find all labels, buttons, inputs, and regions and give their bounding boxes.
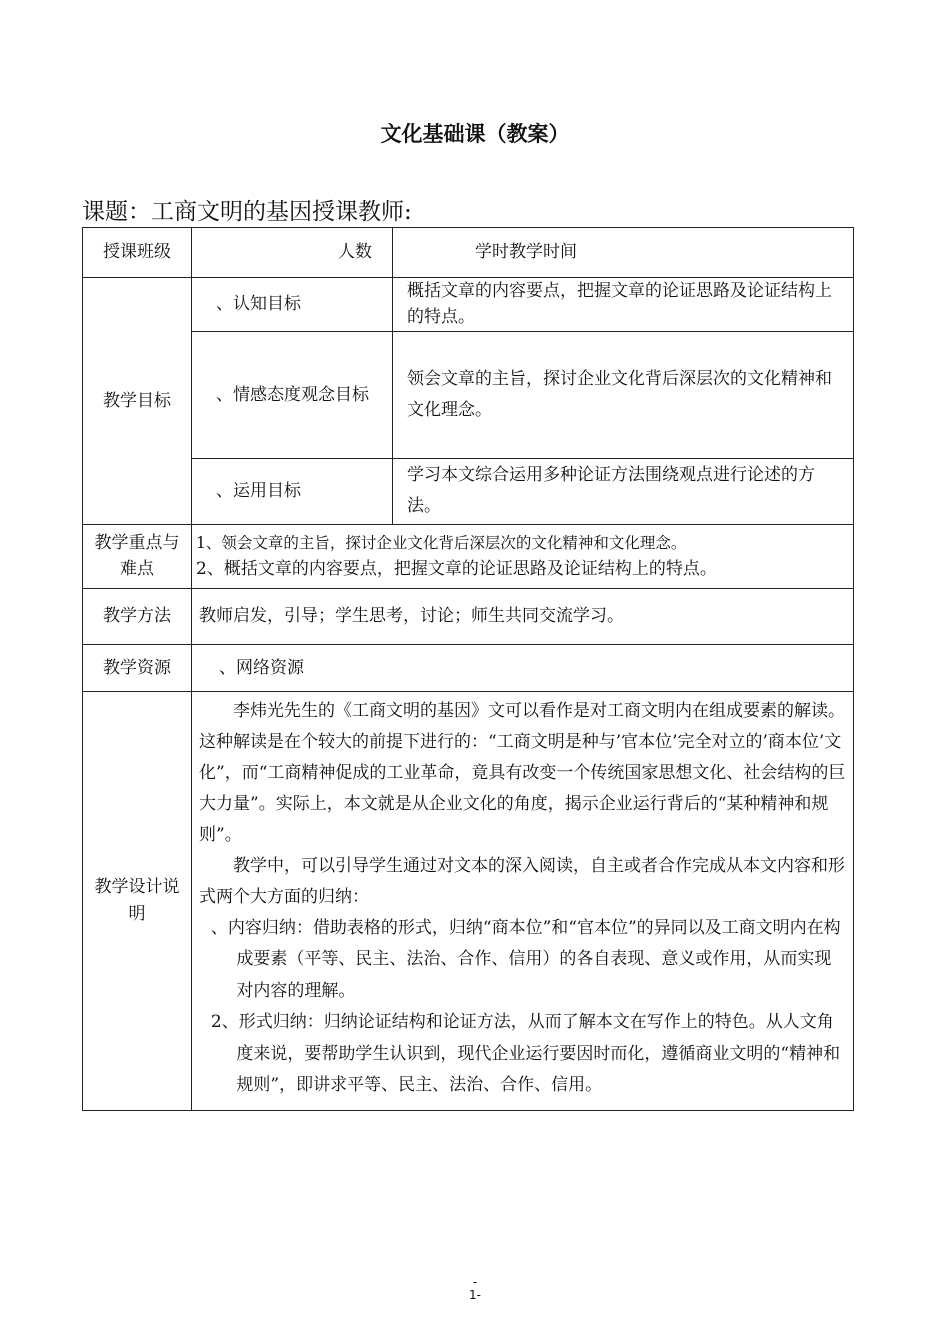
goals-label: 教学目标 xyxy=(83,278,192,525)
table-row-resources xyxy=(83,644,854,691)
key-points-label: 教学重点与难点 xyxy=(83,524,192,588)
design-item: 、内容归纳：借助表格的形式，归纳“商本位”和“官本位”的异同以及工商文明内在构成要素（平等、民主、法治、合作、信用）的各自表现、意义或作用，从而实现对内容的理解。 xyxy=(210,917,841,1001)
resources-label: 教学资源 xyxy=(83,644,192,691)
goal-content: 学习本文综合运用多种论证方法围绕观点进行论述的方法。 xyxy=(393,458,854,524)
resources-content: 、网络资源 xyxy=(192,644,854,691)
goal-content: 概括文章的内容要点，把握文章的论证思路及论证结构上的特点。 xyxy=(393,278,854,332)
table-row-design xyxy=(83,691,854,1110)
lesson-plan-table xyxy=(82,227,854,1111)
time-label: 学时教学时间 xyxy=(393,228,854,278)
design-item: 2、形式归纳：归纳论证结构和论证方法，从而了解本文在写作上的特色。从人文角度来说，要帮助学生认识到，现代企业运行要因时而化，遵循商业文明的“精神和规则”，即讲求平等、民主、法治、合作、信用。 xyxy=(210,1012,841,1096)
key-point-item: 1、领会文章的主旨，探讨企业文化背后深层次的文化精神和文化理念。 xyxy=(196,534,687,553)
page-dash: - xyxy=(472,1275,478,1289)
key-point-item: 2、概括文章的内容要点，把握文章的论证思路及论证结构上的特点。 xyxy=(196,559,717,580)
goal-content: 领会文章的主旨，探讨企业文化背后深层次的文化精神和文化理念。 xyxy=(393,331,854,458)
goal-name: 、运用目标 xyxy=(192,458,393,524)
table-row-goal xyxy=(83,278,854,332)
goal-name: 、认知目标 xyxy=(192,278,393,332)
subject-line: 课题：工商文明的基因授课教师: xyxy=(82,199,412,225)
table-row-goal xyxy=(83,331,854,458)
class-label: 授课班级 xyxy=(83,228,192,278)
page-label: 1- xyxy=(469,1288,481,1302)
design-label: 教学设计说明 xyxy=(83,691,192,1110)
design-paragraph: 教学中，可以引导学生通过对文本的深入阅读，自主或者合作完成从本文内容和形式两个大方面的归纳： xyxy=(199,855,845,907)
goal-name: 、情感态度观念目标 xyxy=(192,331,393,458)
table-row-method xyxy=(83,588,854,644)
document-title: 文化基础课（教案） xyxy=(380,122,570,146)
count-label: 人数 xyxy=(192,228,393,278)
table-row-key-points xyxy=(83,524,854,588)
table-row-header xyxy=(83,228,854,278)
page-number xyxy=(0,1276,950,1302)
method-content: 教师启发，引导；学生思考，讨论；师生共同交流学习。 xyxy=(192,588,854,644)
design-paragraph: 李炜光先生的《工商文明的基因》文可以看作是对工商文明内在组成要素的解读。这种解读是在个较大的前提下进行的：“工商文明是种与’官本位’完全对立的’商本位’文化”，而“工商精神促成的工业革命，竟具有改变一个传统国家思想文化、社会结构的巨大力量”。实际上，本文就是从企业文化的角度，揭示企业运行背后的“某种精神和规则”。 xyxy=(199,700,846,845)
table-row-goal xyxy=(83,458,854,524)
design-content xyxy=(192,691,854,1110)
key-points-content xyxy=(192,524,854,588)
method-label: 教学方法 xyxy=(83,588,192,644)
